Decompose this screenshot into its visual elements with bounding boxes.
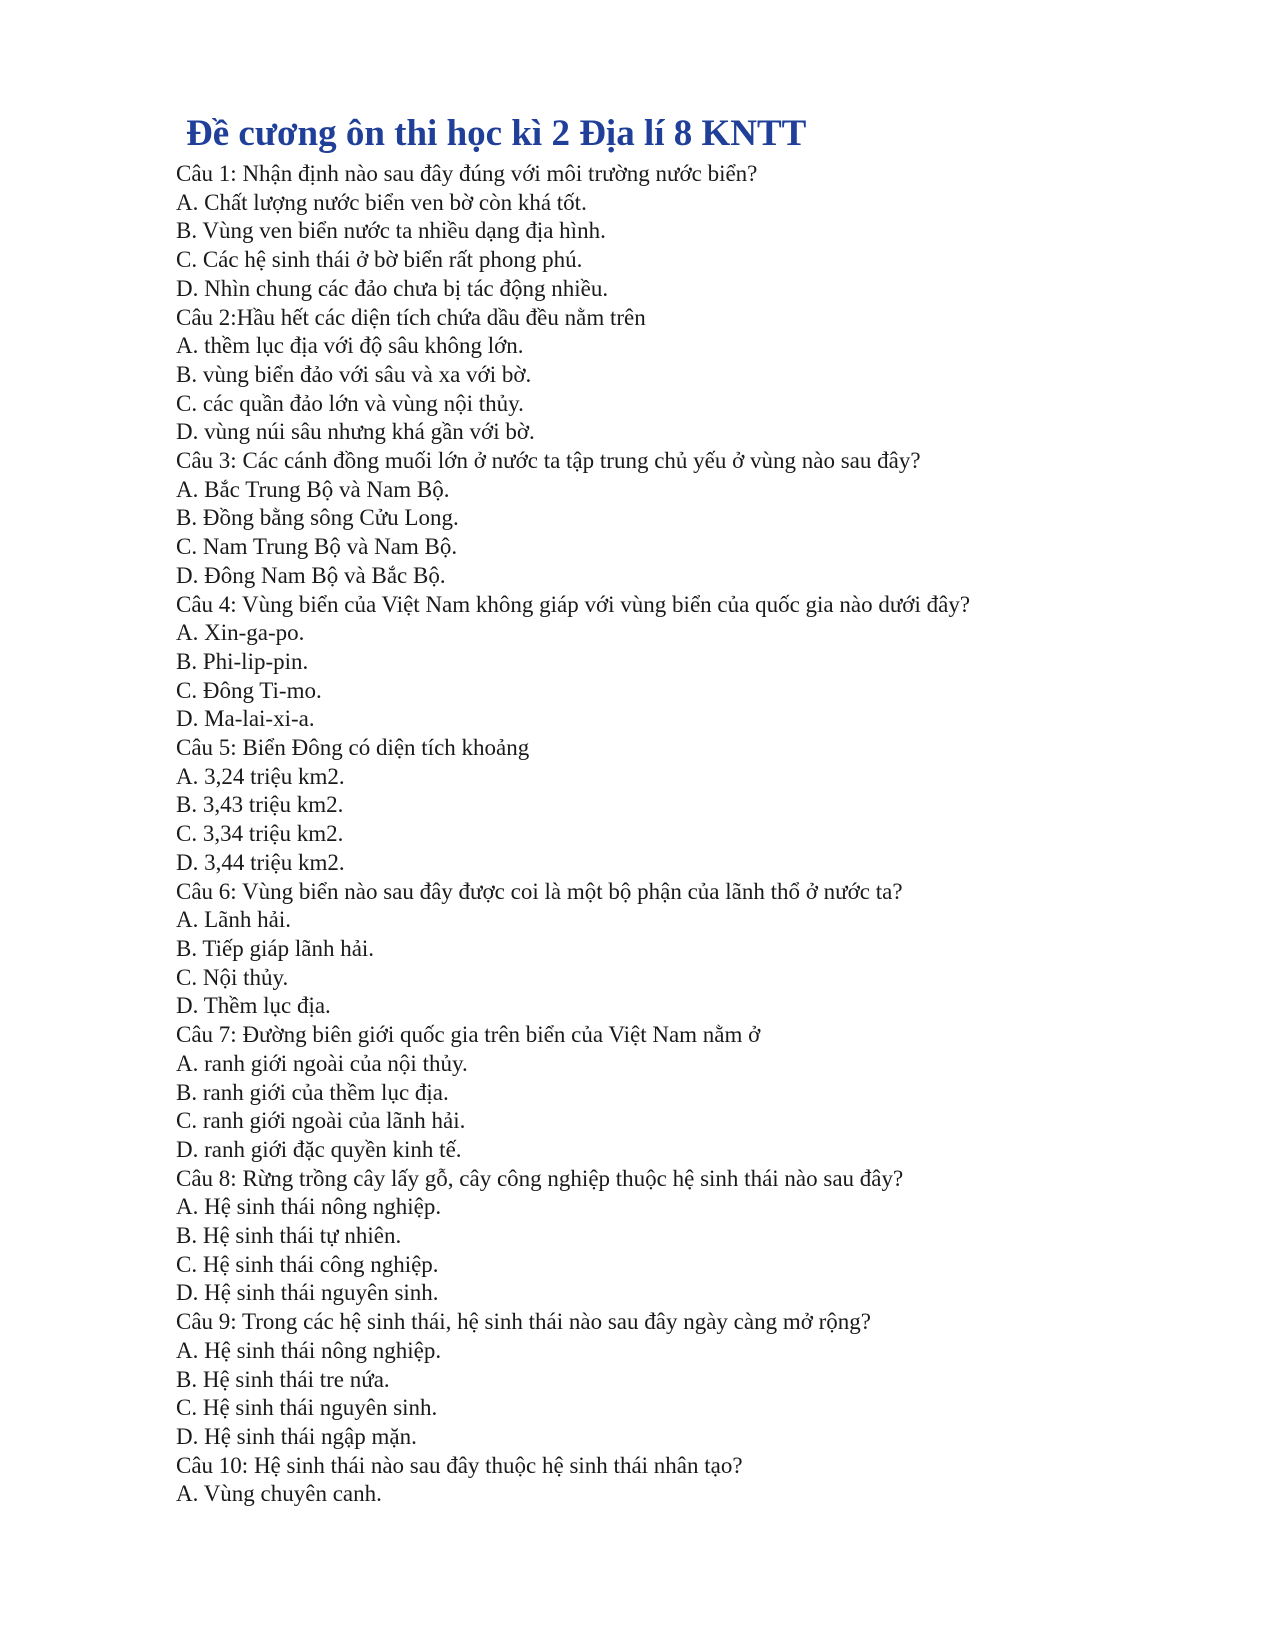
question-block <box>176 160 1236 304</box>
answer-option: B. Phi-lip-pin. <box>176 648 309 674</box>
answer-option: A. Lãnh hải. <box>176 907 291 933</box>
question-block <box>176 1308 1236 1452</box>
answer-option: A. Chất lượng nước biển ven bờ còn khá tốt. <box>176 189 587 215</box>
answer-option: A. Bắc Trung Bộ và Nam Bộ. <box>176 476 450 502</box>
question-block <box>176 878 1236 1022</box>
question-text: Câu 6: Vùng biển nào sau đây được coi là một bộ phận của lãnh thổ ở nước ta? <box>176 878 903 904</box>
answer-option: B. Hệ sinh thái tự nhiên. <box>176 1223 402 1249</box>
answer-option: D. Thềm lục địa. <box>176 993 331 1019</box>
answer-option: D. Ma-lai-xi-a. <box>176 706 315 732</box>
answer-option: A. 3,24 triệu km2. <box>176 763 345 789</box>
question-text: Câu 10: Hệ sinh thái nào sau đây thuộc hệ sinh thái nhân tạo? <box>176 1452 743 1478</box>
answer-option: B. Hệ sinh thái tre nứa. <box>176 1366 390 1392</box>
question-text: Câu 8: Rừng trồng cây lấy gỗ, cây công nghiệp thuộc hệ sinh thái nào sau đây? <box>176 1165 904 1191</box>
answer-option: C. Nam Trung Bộ và Nam Bộ. <box>176 534 458 560</box>
answer-option: A. ranh giới ngoài của nội thủy. <box>176 1050 468 1076</box>
question-text: Câu 1: Nhận định nào sau đây đúng với môi trường nước biển? <box>176 161 758 186</box>
question-text: Câu 9: Trong các hệ sinh thái, hệ sinh thái nào sau đây ngày càng mở rộng? <box>176 1309 871 1335</box>
question-block <box>176 1452 1236 1509</box>
answer-option: C. Hệ sinh thái công nghiệp. <box>176 1251 439 1277</box>
answer-option: D. Hệ sinh thái nguyên sinh. <box>176 1280 439 1306</box>
answer-option: C. ranh giới ngoài của lãnh hải. <box>176 1108 466 1134</box>
answer-option: A. thềm lục địa với độ sâu không lớn. <box>176 333 524 359</box>
answer-option: B. Đồng bằng sông Cửu Long. <box>176 505 459 531</box>
answer-option: D. Hệ sinh thái ngập mặn. <box>176 1423 417 1449</box>
answer-option: D. ranh giới đặc quyền kinh tế. <box>176 1136 462 1162</box>
question-block <box>176 591 1236 735</box>
answer-option: A. Hệ sinh thái nông nghiệp. <box>176 1194 442 1220</box>
answer-option: A. Hệ sinh thái nông nghiệp. <box>176 1337 442 1363</box>
answer-option: C. Đông Ti-mo. <box>176 677 322 703</box>
answer-option: B. 3,43 triệu km2. <box>176 792 344 818</box>
answer-option: B. ranh giới của thềm lục địa. <box>176 1079 449 1105</box>
answer-option: B. Tiếp giáp lãnh hải. <box>176 935 375 961</box>
question-list <box>176 160 1236 1509</box>
answer-option: D. Đông Nam Bộ và Bắc Bộ. <box>176 562 446 588</box>
answer-option: C. Hệ sinh thái nguyên sinh. <box>176 1395 438 1421</box>
question-block <box>176 1021 1236 1165</box>
question-text: Câu 2:Hầu hết các diện tích chứa dầu đều nằm trên <box>176 304 646 330</box>
document-title: Đề cương ôn thi học kì 2 Địa lí 8 KNTT <box>186 113 807 154</box>
question-block <box>176 447 1236 591</box>
answer-option: D. 3,44 triệu km2. <box>176 849 345 875</box>
question-text: Câu 5: Biển Đông có diện tích khoảng <box>176 735 530 761</box>
answer-option: D. vùng núi sâu nhưng khá gần với bờ. <box>176 419 535 445</box>
question-text: Câu 7: Đường biên giới quốc gia trên biển của Việt Nam nằm ở <box>176 1022 761 1048</box>
answer-option: C. Nội thủy. <box>176 964 289 990</box>
answer-option: D. Nhìn chung các đảo chưa bị tác động nhiều. <box>176 275 609 301</box>
answer-option: B. vùng biển đảo với sâu và xa với bờ. <box>176 361 532 387</box>
answer-option: B. Vùng ven biển nước ta nhiều dạng địa hình. <box>176 218 606 244</box>
question-text: Câu 4: Vùng biển của Việt Nam không giáp với vùng biển của quốc gia nào dưới đây? <box>176 591 971 617</box>
question-block <box>176 734 1236 878</box>
answer-option: A. Vùng chuyên canh. <box>176 1481 382 1507</box>
answer-option: C. Các hệ sinh thái ở bờ biển rất phong phú. <box>176 247 583 273</box>
question-text: Câu 3: Các cánh đồng muối lớn ở nước ta tập trung chủ yếu ở vùng nào sau đây? <box>176 448 921 474</box>
answer-option: A. Xin-ga-po. <box>176 620 305 646</box>
answer-option: C. 3,34 triệu km2. <box>176 821 344 847</box>
question-block <box>176 304 1236 448</box>
answer-option: C. các quần đảo lớn và vùng nội thủy. <box>176 390 524 416</box>
question-block <box>176 1165 1236 1309</box>
